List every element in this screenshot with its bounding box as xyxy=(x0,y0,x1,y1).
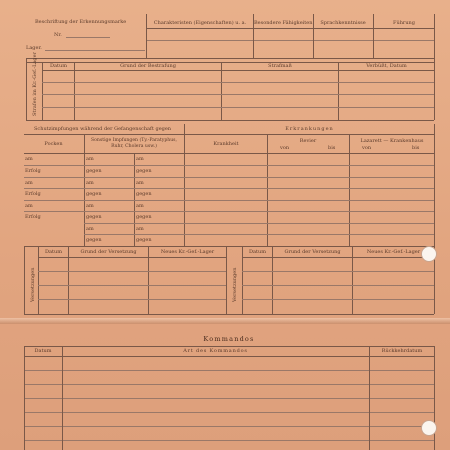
impf-mid-2: gegen xyxy=(86,168,102,174)
impf-mid-1: am xyxy=(86,156,94,162)
strafen-col-verbuesst: Verbüßt, Datum xyxy=(366,63,407,69)
vers-right-col-grund: Grund der Versetzung xyxy=(284,249,341,255)
impf-right-8: gegen xyxy=(136,237,152,243)
versetzungen-side-right: Versetzungen xyxy=(232,267,238,302)
impf-right-5: am xyxy=(136,203,144,209)
header-col-charakter: Charakteristen (Eigenschaften) u. a. xyxy=(153,20,247,26)
impf-right-2: gegen xyxy=(136,168,152,174)
pocken-row-4: Erfolg xyxy=(25,191,41,197)
sonstige-label: Sonstige Impfungen (Ty.-Paratyphus, Ruhr, Cholera usw.) xyxy=(91,138,177,149)
pocken-row-1: am xyxy=(25,156,33,162)
nr-label: Nr. xyxy=(54,32,62,38)
impf-right-4: gegen xyxy=(136,191,152,197)
strafen-col-strafmass: Strafmaß xyxy=(268,63,292,69)
lazarett-von: von xyxy=(362,145,372,151)
kommandos-title: Kommandos xyxy=(203,335,255,343)
lazarett-label: Lazarett — Krankenhaus xyxy=(360,138,424,144)
header-col-faehigkeiten: Besondere Fähigkeiten xyxy=(254,20,313,26)
impf-mid-3: am xyxy=(86,180,94,186)
pocken-row-6: Erfolg xyxy=(25,214,41,220)
impf-mid-5: am xyxy=(86,203,94,209)
header-col-fuehrung: Führung xyxy=(393,20,415,26)
impf-mid-8: gegen xyxy=(86,237,102,243)
impf-right-3: am xyxy=(136,180,144,186)
lager-label: Lager. xyxy=(26,45,42,51)
erkrankungen-header: Erkrankungen xyxy=(285,126,334,132)
pocken-label: Pocken xyxy=(44,141,63,147)
krankheit-label: Krankheit xyxy=(213,141,239,147)
revier-bis: bis xyxy=(328,145,336,151)
strafen-side-label: Strafen im Kr.-Gef.-Lager xyxy=(32,52,38,116)
kommandos-col-art: Art des Kommandos xyxy=(183,348,248,354)
kommandos-col-datum: Datum xyxy=(34,348,52,354)
strafen-col-datum: Datum xyxy=(50,63,67,69)
vers-right-col-lager: Neues Kr.-Gef.-Lager xyxy=(366,249,421,255)
impf-mid-7: am xyxy=(86,226,94,232)
revier-von: von xyxy=(280,145,290,151)
header-col-sprache: Sprachkenntnisse xyxy=(320,20,366,26)
punch-hole-top xyxy=(421,246,437,262)
impf-right-7: am xyxy=(136,226,144,232)
strafen-col-grund: Grund der Bestrafung xyxy=(120,63,176,69)
kommandos-col-rueckkehr: Rückkehrdatum xyxy=(381,348,423,354)
pocken-row-2: Erfolg xyxy=(25,168,41,174)
lazarett-bis: bis xyxy=(412,145,420,151)
punch-hole-bottom xyxy=(421,420,437,436)
vers-left-col-grund: Grund der Versetzung xyxy=(80,249,137,255)
versetzungen-side-left: Versetzungen xyxy=(30,267,36,302)
impf-mid-6: gegen xyxy=(86,214,102,220)
impf-right-6: gegen xyxy=(136,214,152,220)
impf-mid-4: gegen xyxy=(86,191,102,197)
pocken-row-5: am xyxy=(25,203,33,209)
impf-right-1: am xyxy=(136,156,144,162)
lager-line xyxy=(45,50,145,51)
erkennungsmarke-label: Beschriftung der Erkennungsmarke xyxy=(35,19,127,25)
schutz-header: Schutzimpfungen während der Gefangenschaft gegen xyxy=(34,126,172,132)
revier-label: Revier xyxy=(299,138,317,144)
card-fold xyxy=(0,318,450,324)
vers-left-col-lager: Neues Kr.-Gef.-Lager xyxy=(160,249,215,255)
vers-left-col-datum: Datum xyxy=(45,249,62,255)
pocken-row-3: am xyxy=(25,180,33,186)
vers-right-col-datum: Datum xyxy=(249,249,266,255)
nr-line xyxy=(66,37,110,38)
